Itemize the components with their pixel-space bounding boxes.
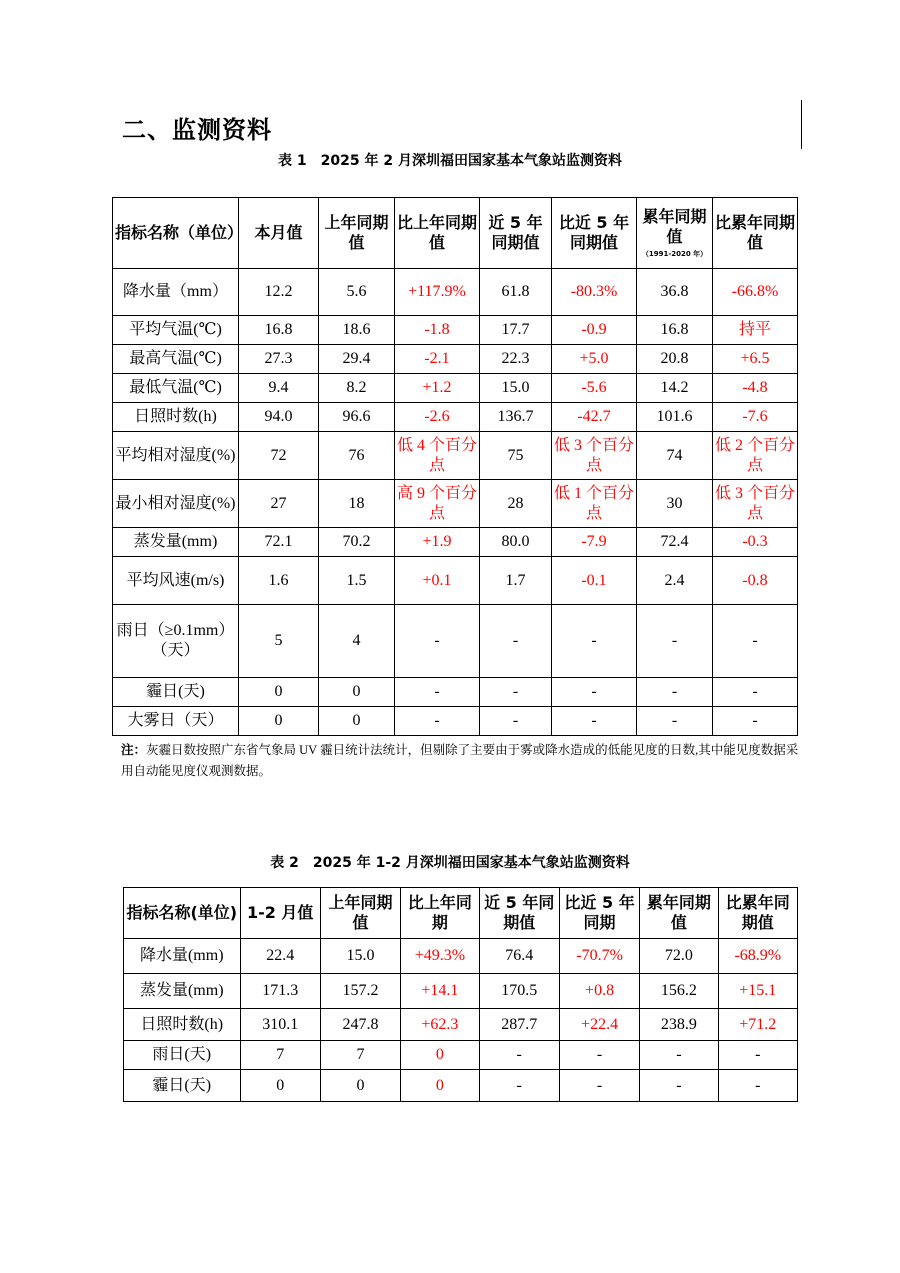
- change-value-cell: -66.8%: [713, 269, 798, 316]
- value-cell: 101.6: [637, 403, 713, 432]
- table2-header-vs-last-year: 比上年同期: [401, 888, 479, 939]
- table1-row: [113, 707, 798, 736]
- table1-caption: 表 1 2025 年 2 月深圳福田国家基本气象站监测资料: [278, 153, 622, 169]
- table1-note: [121, 739, 801, 782]
- table1-row: [113, 557, 798, 605]
- indicator-name-cell: 日照时数(h): [113, 403, 239, 432]
- change-value-cell: -7.9: [552, 528, 637, 557]
- value-cell: -: [640, 1041, 718, 1070]
- change-value-cell: -2.1: [395, 345, 480, 374]
- indicator-name-cell: 平均相对湿度(%): [113, 432, 239, 480]
- value-cell: 75: [480, 432, 552, 480]
- indicator-name-cell: 雨日(天): [124, 1041, 241, 1070]
- table2-row: [124, 1041, 798, 1070]
- change-value-cell: 低 2 个百分点: [713, 432, 798, 480]
- value-cell: 18: [319, 480, 395, 528]
- table1-row: [113, 432, 798, 480]
- change-value-cell: -2.6: [395, 403, 480, 432]
- change-value-cell: +49.3%: [401, 939, 479, 974]
- value-cell: 17.7: [480, 316, 552, 345]
- change-value-cell: -80.3%: [552, 269, 637, 316]
- value-cell: -: [637, 678, 713, 707]
- value-cell: 238.9: [640, 1009, 718, 1041]
- table2-header-indicator: 指标名称(单位): [124, 888, 241, 939]
- change-value-cell: -: [713, 678, 798, 707]
- value-cell: 247.8: [320, 1009, 400, 1041]
- table1-header-normal-label: 累年同期值: [642, 207, 707, 247]
- value-cell: 287.7: [479, 1009, 559, 1041]
- table1-header-vs-last-year: 比上年同期值: [395, 198, 480, 269]
- value-cell: 22.4: [240, 939, 320, 974]
- change-value-cell: -: [713, 605, 798, 678]
- change-value-cell: +15.1: [718, 974, 797, 1009]
- value-cell: 15.0: [480, 374, 552, 403]
- value-cell: 28: [480, 480, 552, 528]
- change-value-cell: +14.1: [401, 974, 479, 1009]
- value-cell: 0: [319, 707, 395, 736]
- change-value-cell: 持平: [713, 316, 798, 345]
- value-cell: 72.4: [637, 528, 713, 557]
- table1-header-normal: [637, 198, 713, 269]
- value-cell: 16.8: [637, 316, 713, 345]
- change-value-cell: -: [559, 1070, 639, 1102]
- value-cell: 76.4: [479, 939, 559, 974]
- table1-header-vs-normal: 比累年同期值: [713, 198, 798, 269]
- table2-header-normal: 累年同期值: [640, 888, 718, 939]
- change-value-cell: 低 1 个百分点: [552, 480, 637, 528]
- change-value-cell: -1.8: [395, 316, 480, 345]
- value-cell: 1.6: [239, 557, 319, 605]
- table2-row: [124, 1009, 798, 1041]
- change-value-cell: -: [713, 707, 798, 736]
- change-value-cell: -4.8: [713, 374, 798, 403]
- value-cell: 72.1: [239, 528, 319, 557]
- value-cell: 0: [319, 678, 395, 707]
- table1-body: [113, 269, 798, 736]
- change-value-cell: +117.9%: [395, 269, 480, 316]
- value-cell: 74: [637, 432, 713, 480]
- table2-header-vs-5yr: 比近 5 年同期: [559, 888, 639, 939]
- note-label: 注：: [121, 742, 147, 757]
- table1-row: [113, 678, 798, 707]
- change-value-cell: 高 9 个百分点: [395, 480, 480, 528]
- change-value-cell: -: [718, 1070, 797, 1102]
- value-cell: 27.3: [239, 345, 319, 374]
- table2-caption: 表 2 2025 年 1-2 月深圳福田国家基本气象站监测资料: [270, 855, 630, 871]
- table1-header-indicator: 指标名称（单位）: [113, 198, 239, 269]
- table2-row: [124, 974, 798, 1009]
- table1-row: [113, 345, 798, 374]
- table2-header-5yr: 近 5 年同期值: [479, 888, 559, 939]
- table1: [112, 197, 798, 736]
- value-cell: 170.5: [479, 974, 559, 1009]
- change-value-cell: 低 3 个百分点: [552, 432, 637, 480]
- table2-header-vs-normal: 比累年同期值: [718, 888, 797, 939]
- margin-rule: [801, 100, 802, 149]
- change-value-cell: +1.2: [395, 374, 480, 403]
- value-cell: -: [637, 707, 713, 736]
- value-cell: 136.7: [480, 403, 552, 432]
- change-value-cell: -: [395, 678, 480, 707]
- change-value-cell: -: [552, 678, 637, 707]
- change-value-cell: -0.3: [713, 528, 798, 557]
- change-value-cell: +5.0: [552, 345, 637, 374]
- table1-header-5yr: 近 5 年同期值: [480, 198, 552, 269]
- change-value-cell: -: [559, 1041, 639, 1070]
- value-cell: 18.6: [319, 316, 395, 345]
- change-value-cell: -70.7%: [559, 939, 639, 974]
- value-cell: 22.3: [480, 345, 552, 374]
- indicator-name-cell: 大雾日（天）: [113, 707, 239, 736]
- indicator-name-cell: 最高气温(℃): [113, 345, 239, 374]
- table1-row: [113, 480, 798, 528]
- table2-row: [124, 1070, 798, 1102]
- value-cell: 171.3: [240, 974, 320, 1009]
- value-cell: -: [480, 707, 552, 736]
- value-cell: 27: [239, 480, 319, 528]
- value-cell: 156.2: [640, 974, 718, 1009]
- value-cell: 30: [637, 480, 713, 528]
- change-value-cell: +6.5: [713, 345, 798, 374]
- change-value-cell: -5.6: [552, 374, 637, 403]
- change-value-cell: -0.9: [552, 316, 637, 345]
- table1-header-row: [113, 198, 798, 269]
- value-cell: 1.5: [319, 557, 395, 605]
- table2-body: [124, 939, 798, 1102]
- value-cell: 1.7: [480, 557, 552, 605]
- indicator-name-cell: 降水量（mm）: [113, 269, 239, 316]
- change-value-cell: +1.9: [395, 528, 480, 557]
- note-text: 灰霾日数按照广东省气象局 UV 霾日统计法统计，但剔除了主要由于雾或降水造成的低能见度的日数,其中能见度数据采用自动能见度仪观测数据。: [121, 743, 799, 778]
- table2-row: [124, 939, 798, 974]
- table1-row: [113, 316, 798, 345]
- change-value-cell: -68.9%: [718, 939, 797, 974]
- table1-header-normal-period: （1991-2020 年）: [641, 250, 708, 259]
- table1-header-last-year: 上年同期值: [319, 198, 395, 269]
- indicator-name-cell: 降水量(mm): [124, 939, 241, 974]
- value-cell: 96.6: [319, 403, 395, 432]
- table1-row: [113, 374, 798, 403]
- table1-row: [113, 605, 798, 678]
- value-cell: -: [479, 1070, 559, 1102]
- value-cell: 16.8: [239, 316, 319, 345]
- table1-row: [113, 528, 798, 557]
- value-cell: 12.2: [239, 269, 319, 316]
- indicator-name-cell: 雨日（≥0.1mm）（天）: [113, 605, 239, 678]
- indicator-name-cell: 霾日(天): [113, 678, 239, 707]
- change-value-cell: -7.6: [713, 403, 798, 432]
- indicator-name-cell: 平均气温(℃): [113, 316, 239, 345]
- value-cell: 94.0: [239, 403, 319, 432]
- value-cell: 15.0: [320, 939, 400, 974]
- indicator-name-cell: 蒸发量(mm): [113, 528, 239, 557]
- value-cell: 4: [319, 605, 395, 678]
- change-value-cell: 低 4 个百分点: [395, 432, 480, 480]
- change-value-cell: +0.8: [559, 974, 639, 1009]
- table1-header-month: 本月值: [239, 198, 319, 269]
- value-cell: 5: [239, 605, 319, 678]
- value-cell: 5.6: [319, 269, 395, 316]
- value-cell: 29.4: [319, 345, 395, 374]
- value-cell: 72.0: [640, 939, 718, 974]
- change-value-cell: -42.7: [552, 403, 637, 432]
- table2: [123, 887, 798, 1102]
- indicator-name-cell: 最低气温(℃): [113, 374, 239, 403]
- change-value-cell: +22.4: [559, 1009, 639, 1041]
- change-value-cell: -0.1: [552, 557, 637, 605]
- change-value-cell: -0.8: [713, 557, 798, 605]
- value-cell: 7: [320, 1041, 400, 1070]
- section-title: 二、监测资料: [122, 116, 272, 144]
- change-value-cell: 低 3 个百分点: [713, 480, 798, 528]
- value-cell: 157.2: [320, 974, 400, 1009]
- value-cell: -: [640, 1070, 718, 1102]
- indicator-name-cell: 霾日(天): [124, 1070, 241, 1102]
- change-value-cell: +0.1: [395, 557, 480, 605]
- table2-header-value: 1-2 月值: [240, 888, 320, 939]
- value-cell: 61.8: [480, 269, 552, 316]
- value-cell: 76: [319, 432, 395, 480]
- change-value-cell: -: [718, 1041, 797, 1070]
- value-cell: 0: [239, 678, 319, 707]
- change-value-cell: 0: [401, 1041, 479, 1070]
- value-cell: 0: [320, 1070, 400, 1102]
- table1-header-vs-5yr: 比近 5 年同期值: [552, 198, 637, 269]
- value-cell: 2.4: [637, 557, 713, 605]
- indicator-name-cell: 平均风速(m/s): [113, 557, 239, 605]
- value-cell: 14.2: [637, 374, 713, 403]
- change-value-cell: -: [395, 707, 480, 736]
- change-value-cell: -: [552, 707, 637, 736]
- table1-row: [113, 269, 798, 316]
- table1-row: [113, 403, 798, 432]
- value-cell: 7: [240, 1041, 320, 1070]
- table2-header-row: [124, 888, 798, 939]
- value-cell: -: [479, 1041, 559, 1070]
- value-cell: 80.0: [480, 528, 552, 557]
- change-value-cell: 0: [401, 1070, 479, 1102]
- indicator-name-cell: 蒸发量(mm): [124, 974, 241, 1009]
- change-value-cell: +62.3: [401, 1009, 479, 1041]
- change-value-cell: -: [395, 605, 480, 678]
- value-cell: 20.8: [637, 345, 713, 374]
- value-cell: 9.4: [239, 374, 319, 403]
- indicator-name-cell: 最小相对湿度(%): [113, 480, 239, 528]
- value-cell: 310.1: [240, 1009, 320, 1041]
- value-cell: -: [480, 678, 552, 707]
- change-value-cell: +71.2: [718, 1009, 797, 1041]
- indicator-name-cell: 日照时数(h): [124, 1009, 241, 1041]
- value-cell: 8.2: [319, 374, 395, 403]
- change-value-cell: -: [552, 605, 637, 678]
- value-cell: -: [637, 605, 713, 678]
- value-cell: 0: [239, 707, 319, 736]
- value-cell: -: [480, 605, 552, 678]
- value-cell: 70.2: [319, 528, 395, 557]
- table2-header-last-year: 上年同期值: [320, 888, 400, 939]
- value-cell: 36.8: [637, 269, 713, 316]
- value-cell: 72: [239, 432, 319, 480]
- value-cell: 0: [240, 1070, 320, 1102]
